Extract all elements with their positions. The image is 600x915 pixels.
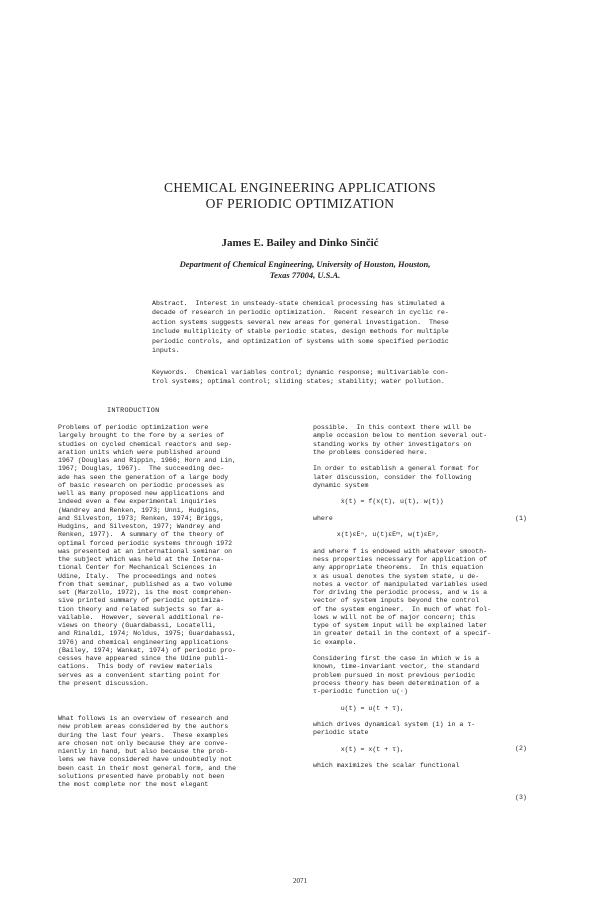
equation-number-3: (3) [515,794,527,801]
affiliation-line-2: Texas 77004, U.S.A. [269,270,341,280]
title-line-1: CHEMICAL ENGINEERING APPLICATIONS [164,180,436,195]
authors: James E. Bailey and Dinko Sinčić [221,237,379,249]
section-heading: INTRODUCTION [107,407,160,415]
affiliation [140,259,470,281]
keywords: Keywords. Chemical variables control; dynamic response; multivariable con- trol systems; optimal control; sliding states; stability; water pollution. [152,369,449,386]
affiliation-line-1: Department of Chemical Engineering, University of Houston, Houston, [179,259,431,269]
equation-number-2: (2) [515,745,527,752]
equation-number-1: (1) [515,515,527,522]
abstract: Abstract. Interest in unsteady-state chemical processing has stimulated a decade of research in periodic optimization. Recent research in cyclic re- action systems suggests several new areas for general investigation. These include multiplicity of stable periodic states, design methods for multiple periodic controls, and optimization of systems with some specified periodic inputs. [152,300,449,355]
left-column-paragraph-1: Problems of periodic optimization were largely brought to the fore by a series of studies on cycled chemical reactors and sep- aration units which were published around 1967 (Douglas and Rippin, 1966; Horn and Lin, 1967; Douglas, 1967). The succeeding dec- ade has seen the generation of a large body of basic research on periodic processes as well as many proposed new applications and indeed even a few experimental inquiries (Wandrey and Renken, 1973; Unni, Hudgins, and Silveston, 1973; Renken, 1974; Briggs, Hudgins, and Silveston, 1977; Wandrey and Renken, 1977). A summary of the theory of optimal forced periodic systems through 1972 was presented at an international seminar on the subject which was held at the Interna- tional Center for Mechanical Sciences in Udine, Italy. The proceedings and notes from that seminar, published as a two volume set (Marzollo, 1972), is the most comprehen- sive printed summary of periodic optimiza- tion theory and related subjects so far a- vailable. However, several additional re- views on theory (Guardabassi, Locatelli, and Rinaldi, 1974; Noldus, 1975; Guardabassi, 1976) and chemical engineering applications (Bailey, 1974; Wankat, 1974) of periodic pro- cesses have appeared since the Udine publi- cations. This body of review materials serves as a convenient starting point for the present discussion. [58,424,237,687]
title-line-2: OF PERIODIC OPTIMIZATION [205,196,395,211]
right-column-text: possible. In this context there will be ample occasion below to mention several out- standing works by other investigators on the problems considered here. In order to establish a general format for later discussion, consider the following dynamic system ẋ(t) = f(x(t), u(t), w(t)) where x(t)εEⁿ, u(t)εEᵐ, w(t)εEᵖ, and where f is endowed with whatever smooth- ness properties necessary for application of any appropriate theorems. In this equation x as usual denotes the system state, u de- notes a vector of manipulated variables used for driving the periodic process, and w is a vector of system inputs beyond the control of the system engineer. In much of what fol- lows w will not be of major concern; this type of system input will be explained later in greater detail in the context of a specif- ic example. Considering first the case in which w is a known, time-invariant vector, the standard problem pursued in most previous periodic process theory has been determination of a τ-periodic function u(·) u(t) = u(t + τ), which drives dynamical system (1) in a τ- periodic state x(t) = x(t + τ), which maximizes the scalar functional [313,424,492,770]
left-column-paragraph-2: What follows is an overview of research and new problem areas considered by the authors during the last four years. These examples are chosen not only because they are conve- niently in hand, but also because the prob- lems we have considered have undoubtedly not been cast in their most general form, and the solutions presented have probably not been the most complete nor the most elegant [58,715,237,788]
page-number: 2071 [293,877,307,885]
paper-title [0,180,600,212]
